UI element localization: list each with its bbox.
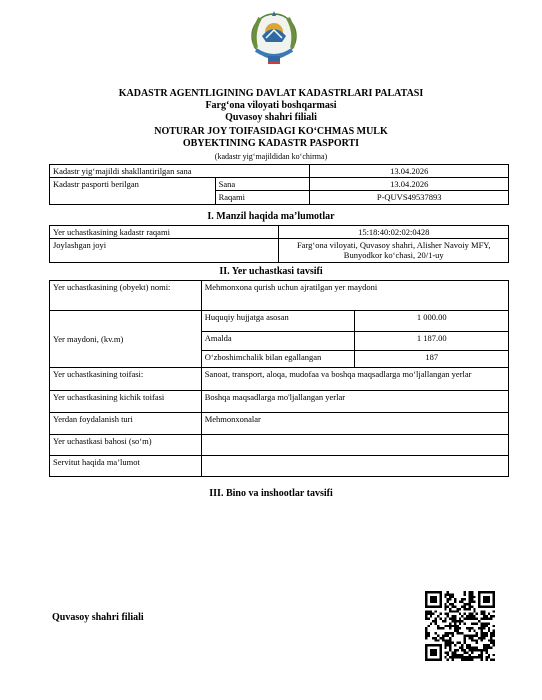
qr-code-icon [425, 591, 495, 661]
object-name-label: Yer uchastkasining (obyekt) nomi: [50, 281, 202, 311]
address-table [49, 225, 509, 263]
region-title: Farg‘ona viloyati boshqarmasi [205, 100, 337, 111]
issue-date-value: 13.04.2026 [310, 178, 509, 191]
servitut-label: Servitut haqida ma’lumot [50, 456, 202, 477]
land-use-label: Yerdan foydalanish turi [50, 413, 202, 435]
subcategory-value: Boshqa maqsadlarga mo'ljallangan yerlar [201, 391, 508, 413]
issued-label: Kadastr pasporti berilgan [50, 178, 216, 204]
land-description-table [49, 280, 509, 477]
area-row-label: Huquqiy hujjatga asosan [201, 311, 355, 332]
cadastral-number-value: 15:18:40:02:02:0428 [279, 226, 509, 239]
category-value: Sanoat, transport, aloqa, mudofaa va boshqa maqsadlarga mo‘ljallangan yerlar [201, 368, 508, 391]
category-label: Yer uchastkasining toifasi: [50, 368, 202, 391]
issue-date-label: Sana [215, 178, 310, 191]
section2-title: II. Yer uchastkasi tavsifi [219, 266, 323, 277]
table-row [50, 281, 509, 311]
agency-title: KADASTR AGENTLIGINING DAVLAT KADASTRLARI PALATASI [118, 88, 424, 99]
state-emblem-icon [248, 8, 300, 68]
table-row [50, 311, 509, 332]
price-label: Yer uchastkasi bahosi (so‘m) [50, 435, 202, 456]
branch-title: Quvasoy shahri filiali [225, 112, 317, 123]
table-row [50, 178, 509, 191]
section1-title: I. Manzil haqida ma’lumotlar [207, 211, 335, 222]
table-row [50, 435, 509, 456]
land-use-value: Mehmonxonalar [201, 413, 508, 435]
footer-branch: Quvasoy shahri filiali [52, 612, 144, 623]
location-label: Joylashgan joyi [50, 239, 279, 262]
doc-title-line1: NOTURAR JOY TOIFASIDAGI KO‘CHMAS MULK [154, 126, 388, 137]
subcategory-label: Yer uchastkasining kichik toifasi [50, 391, 202, 413]
area-row-label: Amalda [201, 332, 355, 351]
doc-title-line2: OBYEKTINING KADASTR PASPORTI [182, 138, 360, 149]
area-row-label: O‘zboshimchalik bilan egallangan [201, 351, 355, 368]
formed-date-value: 13.04.2026 [310, 165, 509, 178]
area-row-value: 1 187.00 [355, 332, 509, 351]
area-row-value: 1 000.00 [355, 311, 509, 332]
table-row [50, 239, 509, 262]
table-row [50, 391, 509, 413]
table-row [50, 165, 509, 178]
formed-date-label: Kadastr yig‘majildi shakllantirilgan sana [50, 165, 310, 178]
passport-info-table [49, 164, 509, 205]
area-row-value: 187 [355, 351, 509, 368]
passport-number-value: P-QUVS49537893 [310, 191, 509, 204]
table-row [50, 456, 509, 477]
cadastral-number-label: Yer uchastkasining kadastr raqami [50, 226, 279, 239]
passport-number-label: Raqami [215, 191, 310, 204]
location-value: Farg‘ona viloyati, Quvasoy shahri, Alisher Navoiy MFY, Bunyodkor ko‘chasi, 20/1-uy [279, 239, 509, 262]
servitut-value [201, 456, 508, 477]
table-row [50, 413, 509, 435]
table-row [50, 368, 509, 391]
price-value [201, 435, 508, 456]
doc-subtitle: (kadastr yig‘majildidan ko‘chirma) [214, 152, 328, 161]
table-row [50, 226, 509, 239]
object-name-value: Mehmonxona qurish uchun ajratilgan yer maydoni [201, 281, 508, 311]
section3-title: III. Bino va inshootlar tavsifi [209, 488, 333, 499]
area-label: Yer maydoni, (kv.m) [50, 311, 202, 368]
